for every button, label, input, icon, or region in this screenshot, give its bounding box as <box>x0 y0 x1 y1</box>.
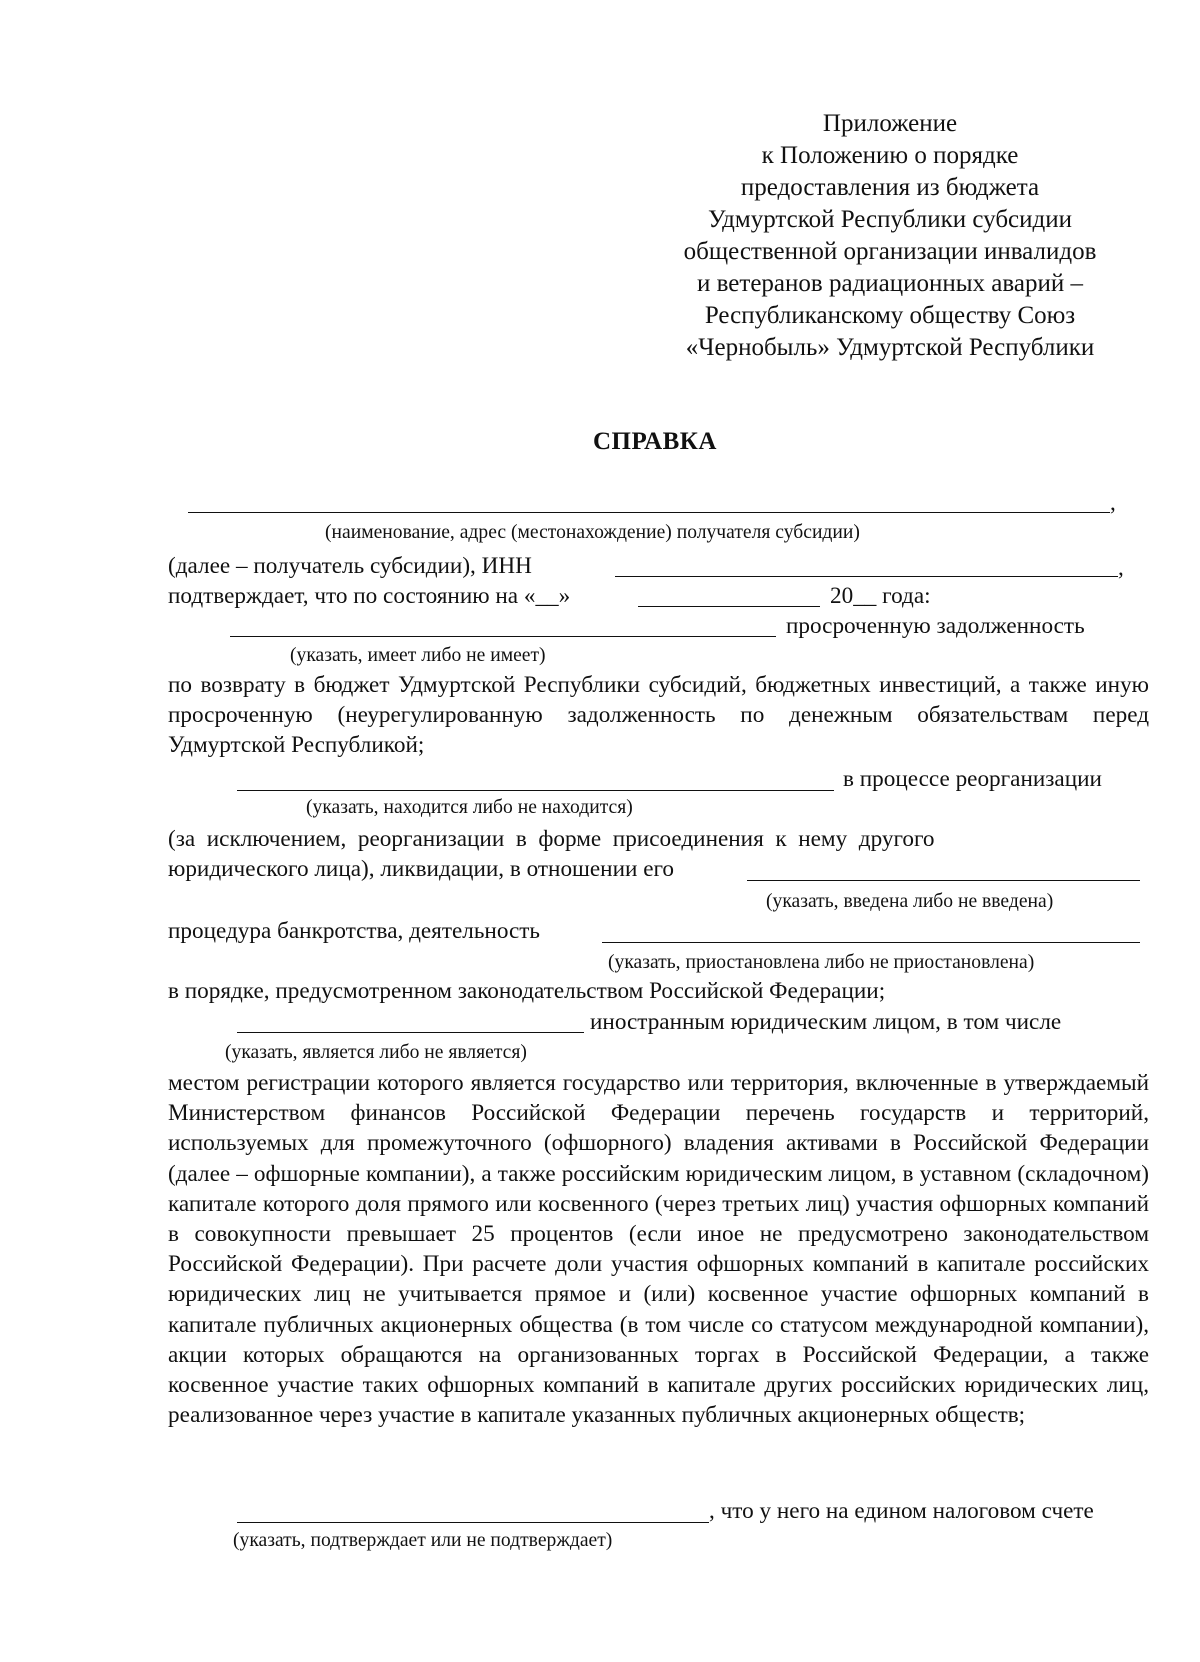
annex-line: Приложение <box>822 110 958 137</box>
bankruptcy-hint: (указать, приостановлена либо не приостановлена) <box>608 952 1035 973</box>
debt-suffix: просроченную задолженность <box>786 613 1085 639</box>
foreign-blank-line <box>237 1032 584 1033</box>
name-blank-line <box>188 512 1110 513</box>
reorg-hint: (указать, находится либо не находится) <box>306 797 633 818</box>
law-line: в порядке, предусмотренном законодательством Российской Федерации; <box>168 978 886 1004</box>
reorg-suffix: в процессе реорганизации <box>843 766 1102 792</box>
document-title: СПРАВКА <box>593 428 717 455</box>
date-label: подтверждает, что по состоянию на «__» <box>168 583 571 609</box>
comma-mark: , <box>1118 555 1124 581</box>
offshore-paragraph: местом регистрации которого является государство или территория, включенные в утверждаемый Министерством финансов Российской Федерации перечень государств и территорий, используемых для промежуточного (офшорного) владения активами в Российской Федерации (далее – офшорные компании), а также российским юридическим лицом, в уставном (складочном) капитале которого доля прямого или косвенного (через третьих лиц) участия офшорных компаний в совокупности превышает 25 процентов (если иное не предусмотрено законодательством Российской Федерации). При расчете доли участия офшорных компаний в капитале российских юридических лиц не учитывается прямое и (или) косвенное участие офшорных компаний в капитале публичных акционерных общества (в том числе со статусом международной компании), акции которых обращаются на организованных торгах в Российской Федерации, а также косвенное участие таких офшорных компаний в капитале других российских юридических лиц, реализованное через участие в капитале указанных публичных акционерных обществ; <box>168 1070 1149 1429</box>
liquidation-hint: (указать, введена либо не введена) <box>766 891 1054 912</box>
debt-paragraph: по возврату в бюджет Удмуртской Республики субсидий, бюджетных инвестиций, а также иную просроченную (неурегулированную задолженность по денежным обязательствам перед Удмуртской Республикой; <box>168 672 1149 759</box>
debt-hint: (указать, имеет либо не имеет) <box>290 645 546 666</box>
inn-label: (далее – получатель субсидии), ИНН <box>168 553 532 579</box>
annex-line: предоставления из бюджета <box>740 174 1040 201</box>
inn-blank-line <box>615 576 1118 577</box>
annex-line: к Положению о порядке <box>761 142 1019 169</box>
reorg-blank-line <box>237 790 834 791</box>
debt-blank-line <box>230 636 776 637</box>
annex-line: и ветеранов радиационных аварий – <box>697 270 1083 297</box>
bankruptcy-label: процедура банкротства, деятельность <box>168 918 540 944</box>
annex-header <box>630 108 1150 364</box>
tax-blank-line <box>237 1522 709 1523</box>
liquidation-blank-line <box>747 880 1140 881</box>
date-month-blank <box>638 606 820 607</box>
date-year: 20__ года: <box>830 583 931 609</box>
liquidation-line-1: (за исключением, реорганизации в форме присоединения к нему другого <box>168 826 935 852</box>
annex-line: «Чернобыль» Удмуртской Республики <box>685 334 1095 361</box>
name-hint: (наименование, адрес (местонахождение) получателя субсидии) <box>325 522 860 543</box>
annex-line: Удмуртской Республики субсидии <box>707 206 1072 233</box>
annex-line: Республиканскому обществу Союз <box>704 302 1076 329</box>
annex-line: общественной организации инвалидов <box>683 238 1097 265</box>
tax-suffix: , что у него на едином налоговом счете <box>709 1498 1094 1524</box>
foreign-suffix: иностранным юридическим лицом, в том числе <box>590 1009 1062 1035</box>
foreign-hint: (указать, является либо не является) <box>225 1042 527 1063</box>
liquidation-line-2: юридического лица), ликвидации, в отношении его <box>168 856 675 882</box>
comma-mark: , <box>1110 490 1116 516</box>
tax-hint: (указать, подтверждает или не подтверждает) <box>233 1530 613 1551</box>
bankruptcy-blank-line <box>602 942 1140 943</box>
